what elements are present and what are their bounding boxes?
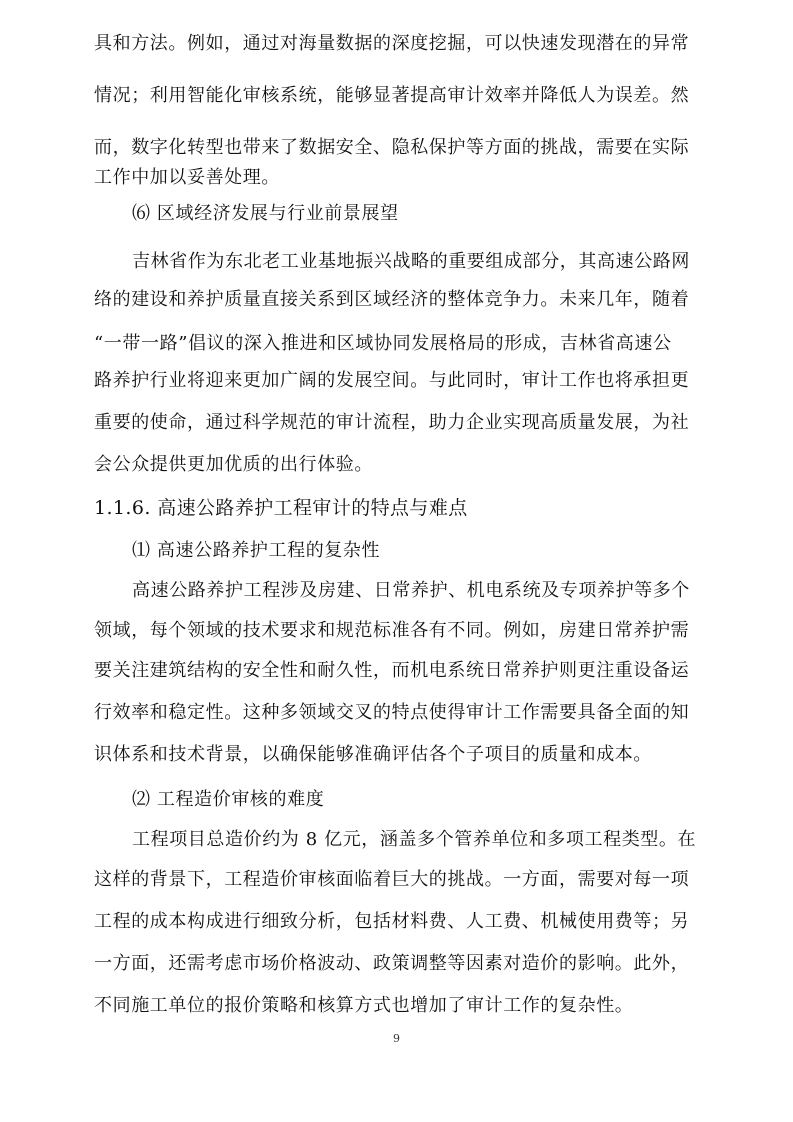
paragraph-line: 而，数字化转型也带来了数据安全、隐私保护等方面的挑战，需要在实际: [94, 137, 690, 158]
paragraph-line: 具和方法。例如，通过对海量数据的深度挖掘，可以快速发现潜在的异常: [94, 33, 690, 54]
subheading: ⑴ 高速公路养护工程的复杂性: [132, 540, 381, 561]
paragraph-line: 不同施工单位的报价策略和核算方式也增加了审计工作的复杂性。: [94, 995, 634, 1016]
paragraph-line: 要关注建筑结构的安全性和耐久性，而机电系统日常养护则更注重设备运: [94, 660, 690, 681]
paragraph-line: “一带一路”倡议的深入推进和区域协同发展格局的形成，吉林省高速公: [94, 333, 672, 354]
subheading: ⑹ 区域经济发展与行业前景展望: [132, 203, 399, 224]
subheading: ⑵ 工程造价审核的难度: [132, 789, 325, 810]
paragraph-line: 领域，每个领域的技术要求和规范标准各有不同。例如，房建日常养护需: [94, 620, 690, 641]
page-number: 9: [393, 1032, 400, 1045]
paragraph-line: 路养护行业将迎来更加广阔的发展空间。与此同时，审计工作也将承担更: [94, 370, 690, 391]
paragraph-line: 工程的成本构成进行细致分析，包括材料费、人工费、机械使用费等；另: [94, 911, 690, 932]
paragraph-line: 络的建设和养护质量直接关系到区域经济的整体竞争力。未来几年，随着: [94, 289, 690, 310]
paragraph-line: 工程项目总造价约为 8 亿元，涵盖多个管养单位和多项工程类型。在: [132, 829, 697, 850]
paragraph-line: 行效率和稳定性。这种多领域交叉的特点使得审计工作需要具备全面的知: [94, 702, 690, 723]
paragraph-line: 重要的使命，通过科学规范的审计流程，助力企业实现高质量发展，为社: [94, 412, 690, 433]
paragraph-line: 识体系和技术背景，以确保能够准确评估各个子项目的质量和成本。: [94, 744, 652, 765]
paragraph-line: 工作中加以妥善处理。: [94, 167, 280, 188]
paragraph-line: 情况；利用智能化审核系统，能够显著提高审计效率并降低人为误差。然: [94, 85, 690, 106]
paragraph-line: 会公众提供更加优质的出行体验。: [94, 454, 373, 475]
section-heading-1-1-6: 1.1.6. 高速公路养护工程审计的特点与难点: [94, 497, 468, 519]
paragraph-line: 高速公路养护工程涉及房建、日常养护、机电系统及专项养护等多个: [132, 580, 690, 601]
paragraph-line: 这样的背景下，工程造价审核面临着巨大的挑战。一方面，需要对每一项: [94, 869, 690, 890]
paragraph-line: 一方面，还需考虑市场价格波动、政策调整等因素对造价的影响。此外，: [94, 953, 690, 974]
paragraph-line: 吉林省作为东北老工业基地振兴战略的重要组成部分，其高速公路网: [132, 251, 690, 272]
